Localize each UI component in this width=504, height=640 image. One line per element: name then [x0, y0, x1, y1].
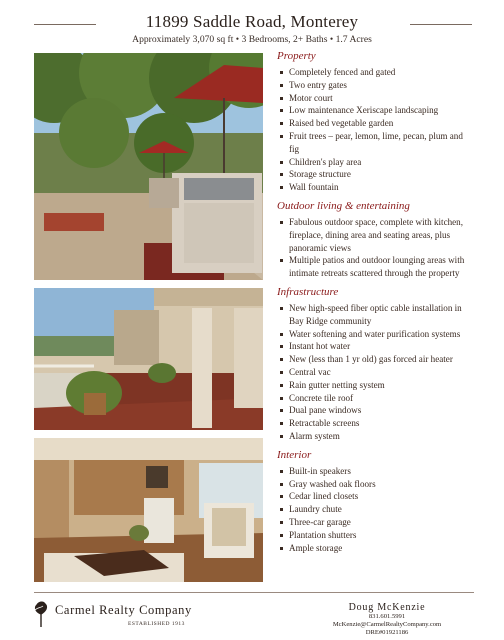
section-heading-property: Property: [277, 50, 316, 62]
agent-contact: [302, 602, 472, 637]
list-item: New high-speed fiber optic cable installation in Bay Ridge community: [277, 302, 473, 328]
list-item: Rain gutter netting system: [277, 379, 473, 392]
list-item: Retractable screens: [277, 417, 473, 430]
list-item: Cedar lined closets: [277, 490, 473, 503]
agent-phone: 831.601.5991: [368, 613, 406, 620]
porch-photo: [34, 288, 263, 430]
list-item: Alarm system: [277, 430, 473, 443]
list-item: Fabulous outdoor space, complete with kitchen, fireplace, dining area and seating areas, plus panoramic views: [277, 216, 473, 254]
features-column: [277, 50, 473, 560]
section-heading-outdoor: Outdoor living & entertaining: [277, 199, 410, 212]
agent-dre: DRE#01921186: [365, 629, 409, 636]
list-item: Three-car garage: [277, 516, 473, 529]
list-item: Two entry gates: [277, 79, 473, 92]
list-item: New (less than 1 yr old) gas forced air heater: [277, 353, 473, 366]
agent-name: Doug McKenzie: [348, 602, 426, 613]
list-item: Ample storage: [277, 542, 473, 555]
list-item: Concrete tile roof: [277, 392, 473, 405]
list-item: Built-in speakers: [277, 465, 473, 478]
list-item: Central vac: [277, 366, 473, 379]
section-infrastructure: [277, 286, 473, 443]
agent-email: McKenzie@CarmelRealtyCompany.com: [332, 621, 442, 628]
list-item: Gray washed oak floors: [277, 478, 473, 491]
section-property: [277, 50, 473, 194]
patio-photo: [34, 53, 263, 280]
page-title: 11899 Saddle Road, Monterey: [145, 12, 359, 31]
page-subtitle: Approximately 3,070 sq ft • 3 Bedrooms, 2+ Baths • 1.7 Acres: [132, 34, 372, 45]
section-interior: [277, 449, 473, 555]
list-item: Fruit trees – pear, lemon, lime, pecan, plum and fig: [277, 130, 473, 156]
list-item: Laundry chute: [277, 503, 473, 516]
list-item: Water softening and water purification systems: [277, 328, 473, 341]
list-item: Raised bed vegetable garden: [277, 117, 473, 130]
list-item: Completely fenced and gated: [277, 66, 473, 79]
list-item: Plantation shutters: [277, 529, 473, 542]
list-item: Children's play area: [277, 156, 473, 169]
interior-photo: [34, 438, 263, 582]
footer-rule: [34, 592, 474, 593]
brand-name: Carmel Realty Company: [55, 603, 192, 617]
section-heading-interior: Interior: [277, 448, 312, 461]
section-outdoor: [277, 200, 473, 280]
list-item: Wall fountain: [277, 181, 473, 194]
list-item: Storage structure: [277, 168, 473, 181]
list-item: Low maintenance Xeriscape landscaping: [277, 104, 473, 117]
list-item: Motor court: [277, 92, 473, 105]
cypress-tree-logo-icon: [32, 598, 50, 628]
list-item: Dual pane windows: [277, 404, 473, 417]
established-text: ESTABLISHED 1913: [128, 621, 185, 627]
list-item: Instant hot water: [277, 340, 473, 353]
section-heading-infrastructure: Infrastructure: [277, 285, 339, 298]
list-item: Multiple patios and outdoor lounging areas with intimate retreats scattered through the property: [277, 254, 473, 280]
